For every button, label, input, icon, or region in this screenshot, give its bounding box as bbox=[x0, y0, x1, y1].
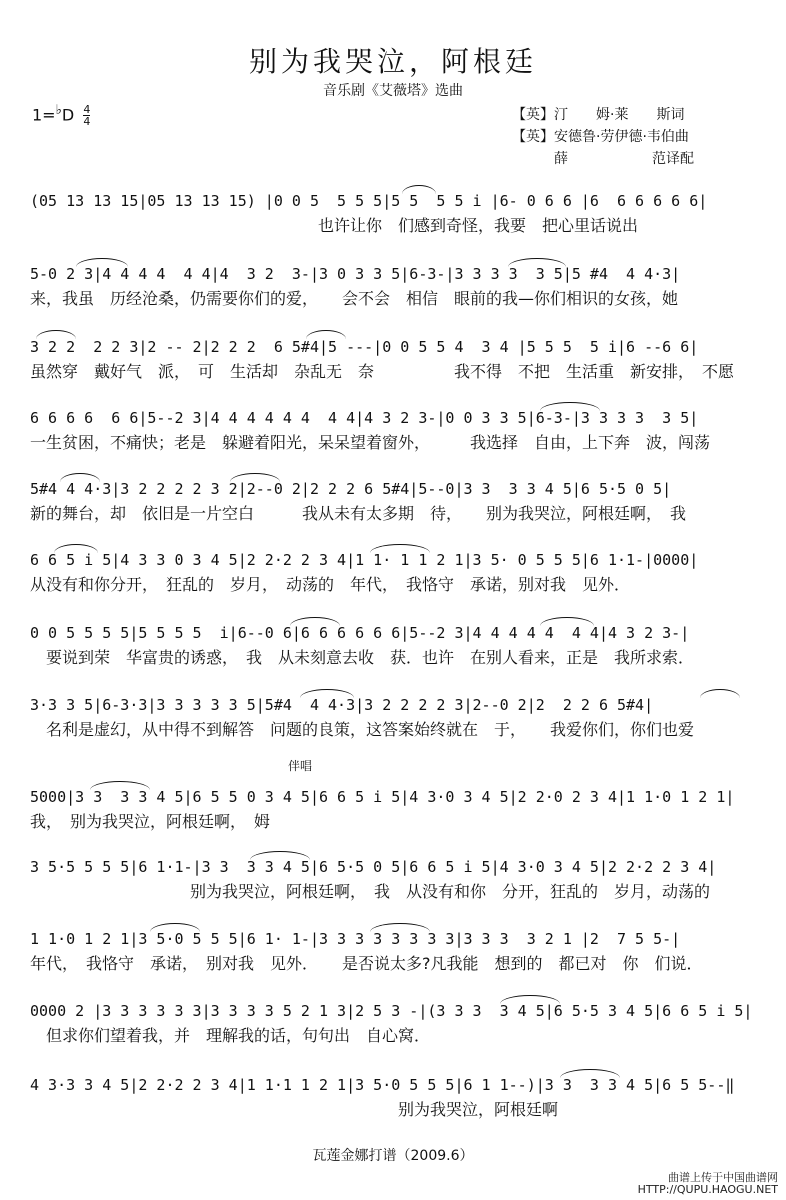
notation-row: 5-0 2 3|4 4 4 4 4 4|4 3 2 3-|3 0 3 3 5|6-3-|3 3 3 3 3 5|5 #4 4 4·3| bbox=[30, 265, 681, 283]
credits bbox=[512, 104, 694, 170]
notation-row: 3 5·5 5 5 5|6 1·1-|3 3 3 3 4 5|6 5·5 0 5|6 6 5 i 5|4 3·0 3 4 5|2 2·2 2 3 4| bbox=[30, 858, 717, 876]
notation-row: (05 13 13 15|05 13 13 15) |0 0 5 5 5 5|5 5 5 5 i |6- 0 6 6 |6 6 6 6 6 6| bbox=[30, 192, 708, 210]
slur-mark bbox=[230, 473, 280, 482]
slur-mark bbox=[290, 617, 340, 626]
slur-mark bbox=[370, 544, 430, 553]
song-title: 别为我哭泣，阿根廷 bbox=[248, 45, 537, 78]
song-subtitle: 音乐剧《艾薇塔》选曲 bbox=[323, 83, 463, 99]
key-prefix: 1= bbox=[32, 105, 56, 125]
slur-mark bbox=[540, 617, 594, 626]
slur-mark bbox=[560, 1069, 620, 1078]
site-watermark bbox=[638, 1172, 778, 1196]
notation-row: 1 1·0 1 2 1|3 5·0 5 5 5|6 1· 1-|3 3 3 3 3 3 3 3|3 3 3 3 2 1 |2 7 5 5-| bbox=[30, 930, 681, 948]
lyric-row: 要说到荣 华富贵的诱惑， 我 从未刻意去收 获．也许 在别人看来，正是 我所求索． bbox=[30, 648, 695, 667]
key-signature bbox=[32, 103, 90, 127]
slur-mark bbox=[60, 473, 100, 482]
notation-row: 6 6 5 i 5|4 3 3 0 3 4 5|2 2·2 2 3 4|1 1· 1 1 2 1|3 5· 0 5 5 5|6 1·1-|0000| bbox=[30, 551, 699, 569]
lyric-row: 虽然穿 戴好气 派， 可 生活却 杂乱无 奈 我不得 不把 生活重 新安排， 不愿 bbox=[30, 362, 735, 381]
notation-row: 5#4 4 4·3|3 2 2 2 2 3 2|2--0 2|2 2 2 6 5#4|5--0|3 3 3 3 4 5|6 5·5 0 5| bbox=[30, 480, 672, 498]
transcriber-footer: 瓦莲金娜打谱（2009.6） bbox=[312, 1148, 474, 1164]
lyric-row: 新的舞台，却 依旧是一片空白 我从未有太多期 待， 别为我哭泣，阿根廷啊， 我 bbox=[30, 504, 687, 523]
slur-mark bbox=[90, 781, 150, 790]
notation-row: 6 6 6 6 6 6|5--2 3|4 4 4 4 4 4 4 4|4 3 2 3-|0 0 3 3 5|6-3-|3 3 3 3 3 5| bbox=[30, 409, 699, 427]
lyric-row: 但求你们望着我，并 理解我的话，句句出 自心窝． bbox=[30, 1026, 431, 1045]
lyric-row: 别为我哭泣，阿根廷啊 bbox=[30, 1100, 559, 1119]
watermark-text: 曲谱上传于中国曲谱网 bbox=[668, 1171, 778, 1184]
slur-mark bbox=[300, 689, 354, 698]
slur-mark bbox=[150, 923, 200, 932]
slur-mark bbox=[76, 258, 128, 267]
notation-row: 5000|3 3 3 3 4 5|6 5 5 0 3 4 5|6 6 5 i 5|4 3·0 3 4 5|2 2·0 2 3 4|1 1·0 1 2 1| bbox=[30, 788, 735, 806]
key-tonic: D bbox=[61, 105, 75, 125]
slur-mark bbox=[508, 258, 566, 267]
slur-mark bbox=[540, 402, 600, 411]
time-top: 4 bbox=[83, 103, 91, 117]
backing-vocal-annotation: 伴唱 bbox=[288, 759, 313, 773]
notation-row: 3 2 2 2 2 3|2 -- 2|2 2 2 6 5#4|5 ---|0 0 5 5 4 3 4 |5 5 5 5 i|6 --6 6| bbox=[30, 338, 699, 356]
slur-mark bbox=[306, 330, 346, 339]
composer-credit: 【英】安德鲁·劳伊德·韦伯曲 bbox=[512, 129, 689, 145]
notation-row: 3·3 3 5|6-3·3|3 3 3 3 3 5|5#4 4 4·3|3 2 2 2 2 3|2--0 2|2 2 2 6 5#4| bbox=[30, 696, 654, 714]
slur-mark bbox=[54, 544, 98, 553]
lyric-row: 别为我哭泣，阿根廷啊， 我 从没有和你 分开，狂乱的 岁月，动荡的 bbox=[30, 882, 711, 901]
notation-row: 4 3·3 3 4 5|2 2·2 2 3 4|1 1·1 1 2 1|3 5·0 5 5 5|6 1 1--)|3 3 3 3 4 5|6 5 5--‖ bbox=[30, 1076, 735, 1094]
slur-mark bbox=[500, 995, 560, 1004]
flat-sign: ♭ bbox=[55, 103, 62, 118]
slur-mark bbox=[250, 851, 310, 860]
lyricist-credit: 【英】汀 姆·莱 斯词 bbox=[512, 107, 685, 123]
lyric-row: 从没有和你分开， 狂乱的 岁月， 动荡的 年代， 我恪守 承诺，别对我 见外． bbox=[30, 575, 631, 594]
notation-row: 0 0 5 5 5 5|5 5 5 5 i|6--0 6|6 6 6 6 6 6|5--2 3|4 4 4 4 4 4 4|4 3 2 3-| bbox=[30, 624, 690, 642]
translator-credit: 薛 范译配 bbox=[512, 151, 694, 167]
slur-mark bbox=[36, 330, 76, 339]
time-signature bbox=[83, 104, 90, 127]
slur-mark bbox=[370, 923, 430, 932]
lyric-row: 年代， 我恪守 承诺， 别对我 见外． 是否说太多?凡我能 想到的 都已对 你 们说． bbox=[30, 954, 703, 973]
lyric-row: 我， 别为我哭泣，阿根廷啊， 姆 bbox=[30, 812, 271, 831]
slur-mark bbox=[402, 185, 436, 194]
watermark-url: HTTP://QUPU.HAOGU.NET bbox=[637, 1183, 778, 1196]
notation-row: 0000 2 |3 3 3 3 3 3|3 3 3 3 5 2 1 3|2 5 3 -|(3 3 3 3 4 5|6 5·5 3 4 5|6 6 5 i 5| bbox=[30, 1002, 753, 1020]
slur-mark bbox=[700, 689, 740, 698]
lyric-row: 也许让你 们感到奇怪，我要 把心里话说出 bbox=[30, 216, 639, 235]
lyric-row: 名利是虚幻，从中得不到解答 问题的良策，这答案始终就在 于， 我爱你们，你们也爱 bbox=[30, 720, 695, 739]
lyric-row: 一生贫困，不痛快；老是 躲避着阳光，呆呆望着窗外， 我选择 自由，上下奔 波，闯荡 bbox=[30, 433, 711, 452]
lyric-row: 来，我虽 历经沧桑，仍需要你们的爱， 会不会 相信 眼前的我—你们相识的女孩，她 bbox=[30, 289, 679, 308]
time-bottom: 4 bbox=[83, 115, 91, 129]
